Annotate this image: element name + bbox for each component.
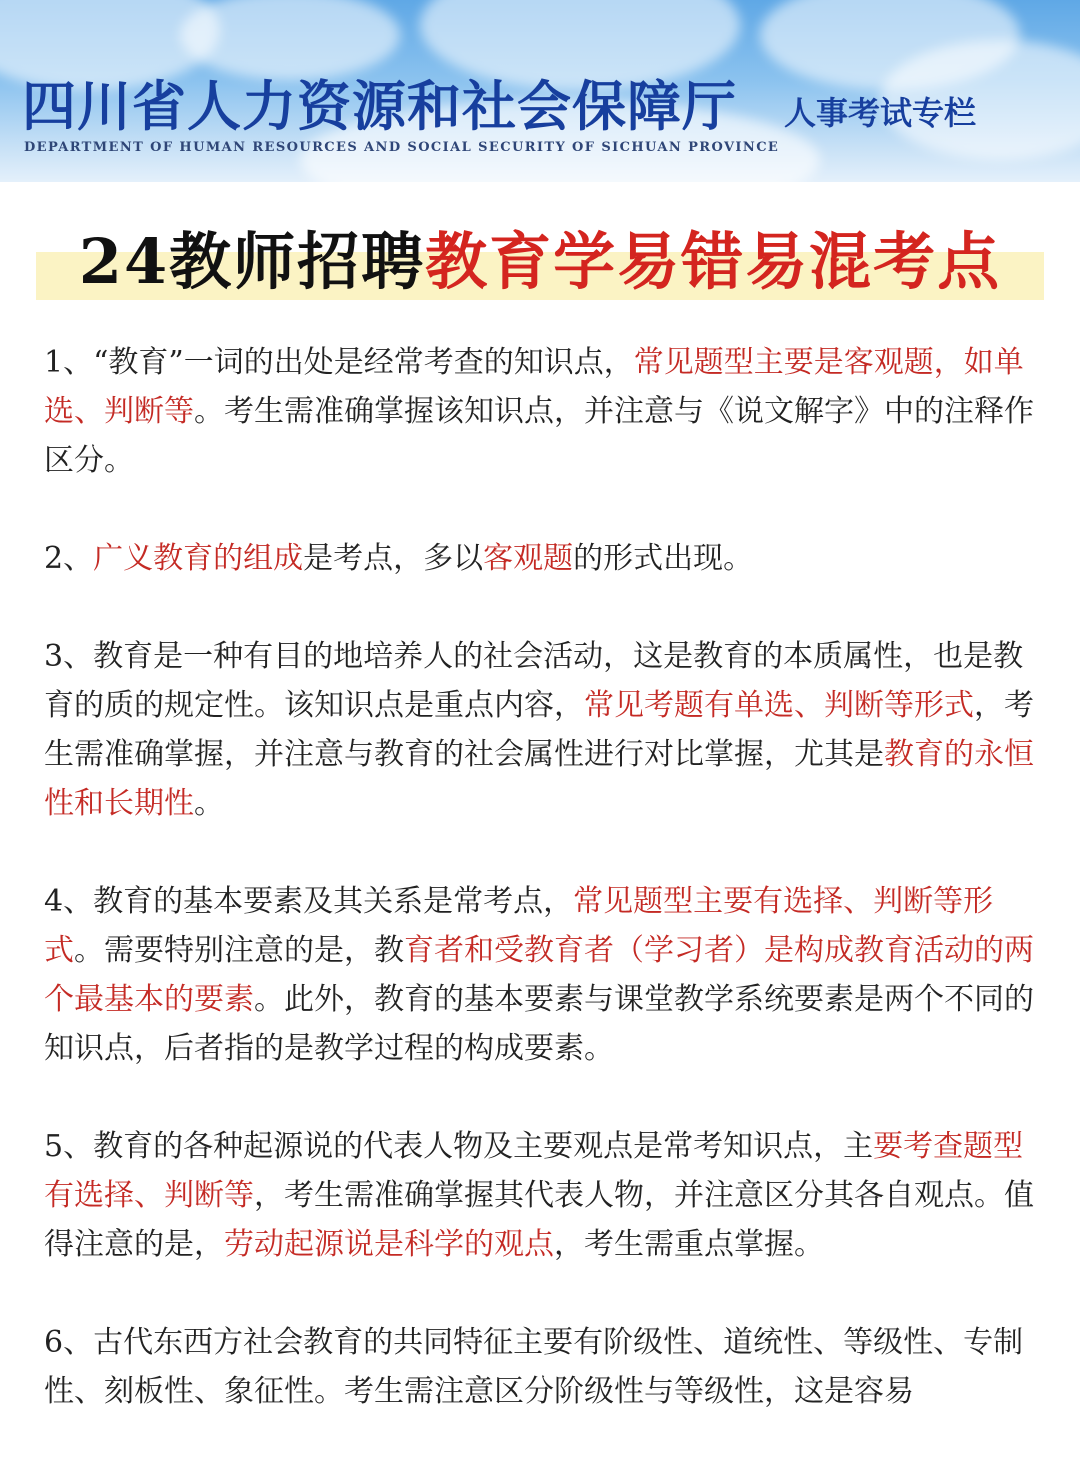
paragraph-text: 。: [194, 786, 224, 821]
paragraph-3: [44, 632, 1034, 828]
exam-column-label: 人事考试专栏: [784, 94, 977, 132]
paragraph-highlight: 育者和受教育者（学习者）是构成教育活动的两个最基本的要素: [44, 933, 1034, 1017]
paragraph-2: [44, 534, 1034, 583]
paragraph-highlight: 常见题型主要有选择、判断等形式: [44, 884, 994, 968]
paragraph-highlight: 劳动起源说是科学的观点: [224, 1227, 554, 1262]
paragraph-1: [44, 338, 1034, 485]
paragraph-text: ，考生需准确掌握，并注意与教育的社会属性进行对比掌握，尤其是: [44, 688, 1034, 772]
department-subtitle: DEPARTMENT OF HUMAN RESOURCES AND SOCIAL SECURITY OF SICHUAN PROVINCE: [24, 140, 780, 155]
paragraph-text: 是考点，多以: [303, 541, 484, 576]
paragraph-text: 2、: [44, 541, 94, 576]
paragraph-5: [44, 1122, 1034, 1269]
paragraph-text: 。此外，教育的基本要素与课堂教学系统要素是两个不同的知识点，后者指的是教学过程的构成要素。: [44, 982, 1034, 1066]
article-body: [44, 338, 1034, 1465]
paragraph-text: 。考生需准确掌握该知识点，并注意与《说文解字》中的注释作区分。: [44, 394, 1034, 478]
paragraph-text: 4、教育的基本要素及其关系是常考点，: [44, 884, 574, 919]
header-banner: [0, 0, 1080, 182]
paragraph-4: [44, 877, 1034, 1073]
paragraph-highlight: 要考查题型有选择、判断等: [44, 1129, 1024, 1213]
paragraph-text: 5、教育的各种起源说的代表人物及主要观点是常考知识点，主: [44, 1129, 874, 1164]
paragraph-text: ，考生需重点掌握。: [554, 1227, 824, 1262]
paragraph-highlight: 教育的永恒性和长期性: [44, 737, 1034, 821]
paragraph-text: 3、教育是一种有目的地培养人的社会活动，这是教育的本质属性，也是教育的质的规定性。该知识点是重点内容，: [44, 639, 1024, 723]
page-title-part2: 教育学易错易混考点: [425, 225, 1002, 298]
paragraph-highlight: 常见题型主要是客观题，如单选、判断等: [44, 345, 1024, 429]
page-title: [0, 212, 1080, 301]
headline-area: [0, 182, 1080, 322]
paragraph-highlight: 广义教育的组成: [93, 541, 304, 576]
paragraph-text: 。需要特别注意的是，教: [74, 933, 404, 968]
paragraph-text: 1、“教育”一词的出处是经常考查的知识点，: [44, 345, 634, 380]
paragraph-text: ，考生需准确掌握其代表人物，并注意区分其各自观点。值得注意的是，: [44, 1178, 1034, 1262]
paragraph-text: 6、古代东西方社会教育的共同特征主要有阶级性、道统性、等级性、专制性、刻板性、象征性。考生需注意区分阶级性与等级性，这是容易: [44, 1325, 1024, 1409]
paragraph-text: 的形式出现。: [573, 541, 754, 576]
paragraph-highlight: 客观题: [483, 541, 574, 576]
department-title: 四川省人力资源和社会保障厅: [22, 75, 737, 138]
paragraph-6: [44, 1318, 1034, 1416]
page-title-part1: 24教师招聘: [78, 225, 426, 298]
paragraph-highlight: 常见考题有单选、判断等形式: [584, 688, 974, 723]
